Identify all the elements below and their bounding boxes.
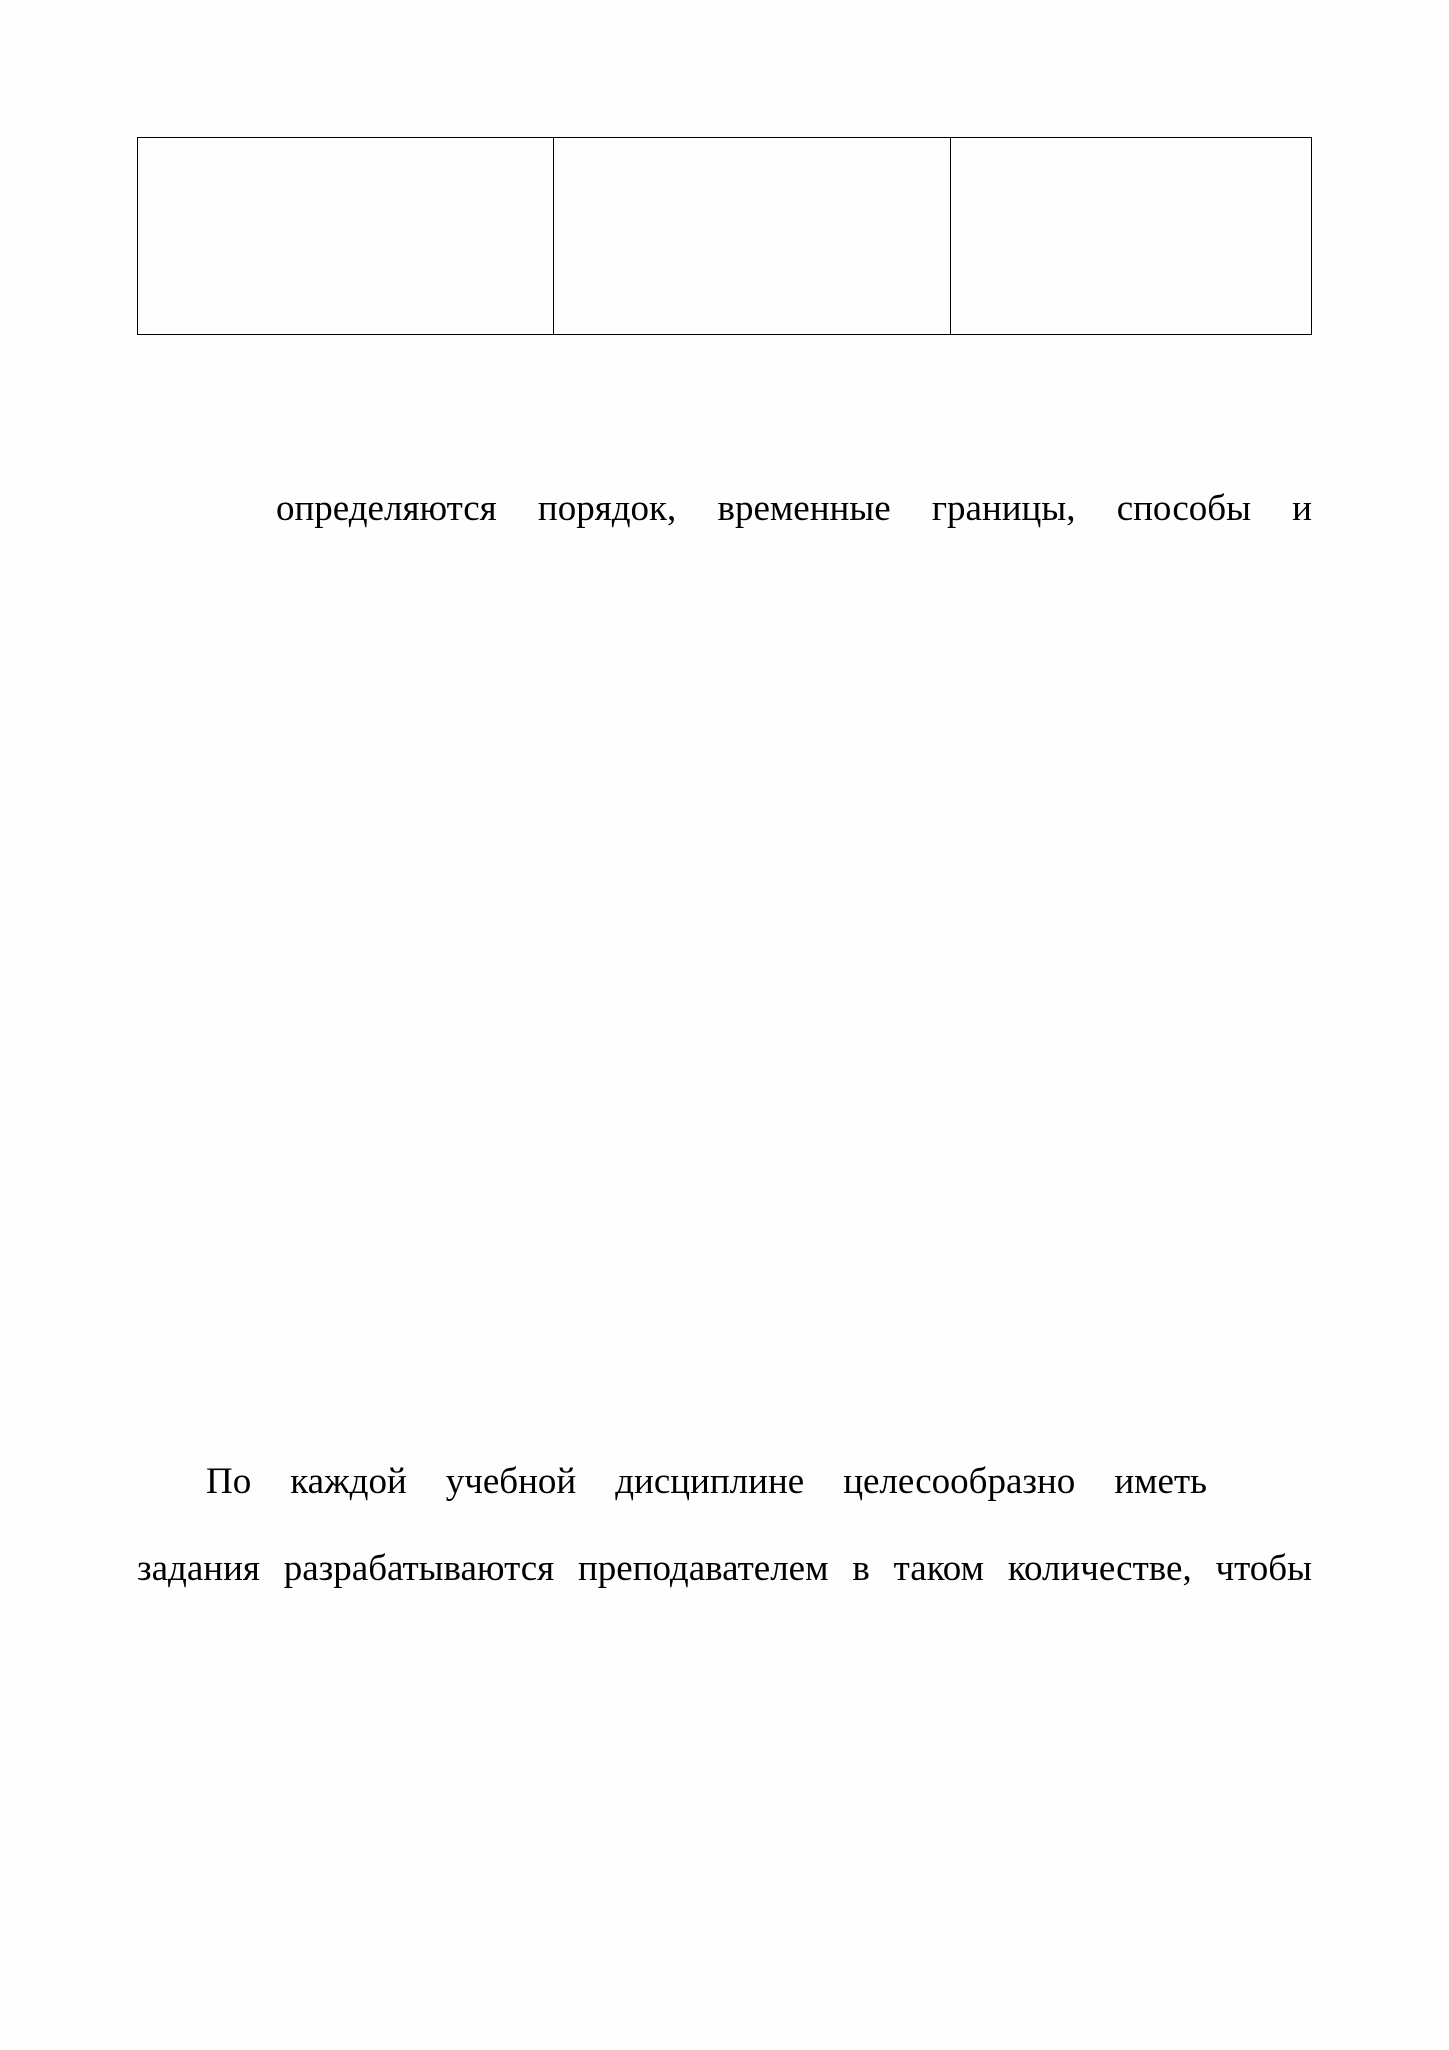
word: таком [893,1548,985,1589]
word: временные [717,488,891,529]
table-row [138,138,1312,335]
word: количестве, [1007,1548,1192,1589]
word: иметь [1114,1461,1207,1502]
text-line-procedure [276,487,1312,531]
word: чтобы [1215,1548,1312,1589]
table-cell [138,138,554,335]
header-table [137,137,1312,335]
text-line-discipline [206,1460,1207,1504]
word: разрабатываются [283,1548,555,1589]
word: преподавателем [577,1548,829,1589]
word: задания [137,1548,260,1589]
word: способы [1116,488,1251,529]
word: целесообразно [843,1461,1076,1502]
word: дисциплине [615,1461,805,1502]
word: учебной [445,1461,577,1502]
word: По [206,1461,252,1502]
text-line-tasks [137,1547,1312,1591]
table-cell [951,138,1312,335]
word: порядок, [537,488,677,529]
word: каждой [290,1461,407,1502]
word: и [1292,488,1312,529]
word: определяются [276,488,497,529]
word: границы, [931,488,1076,529]
table-cell [554,138,951,335]
word: в [852,1548,870,1589]
